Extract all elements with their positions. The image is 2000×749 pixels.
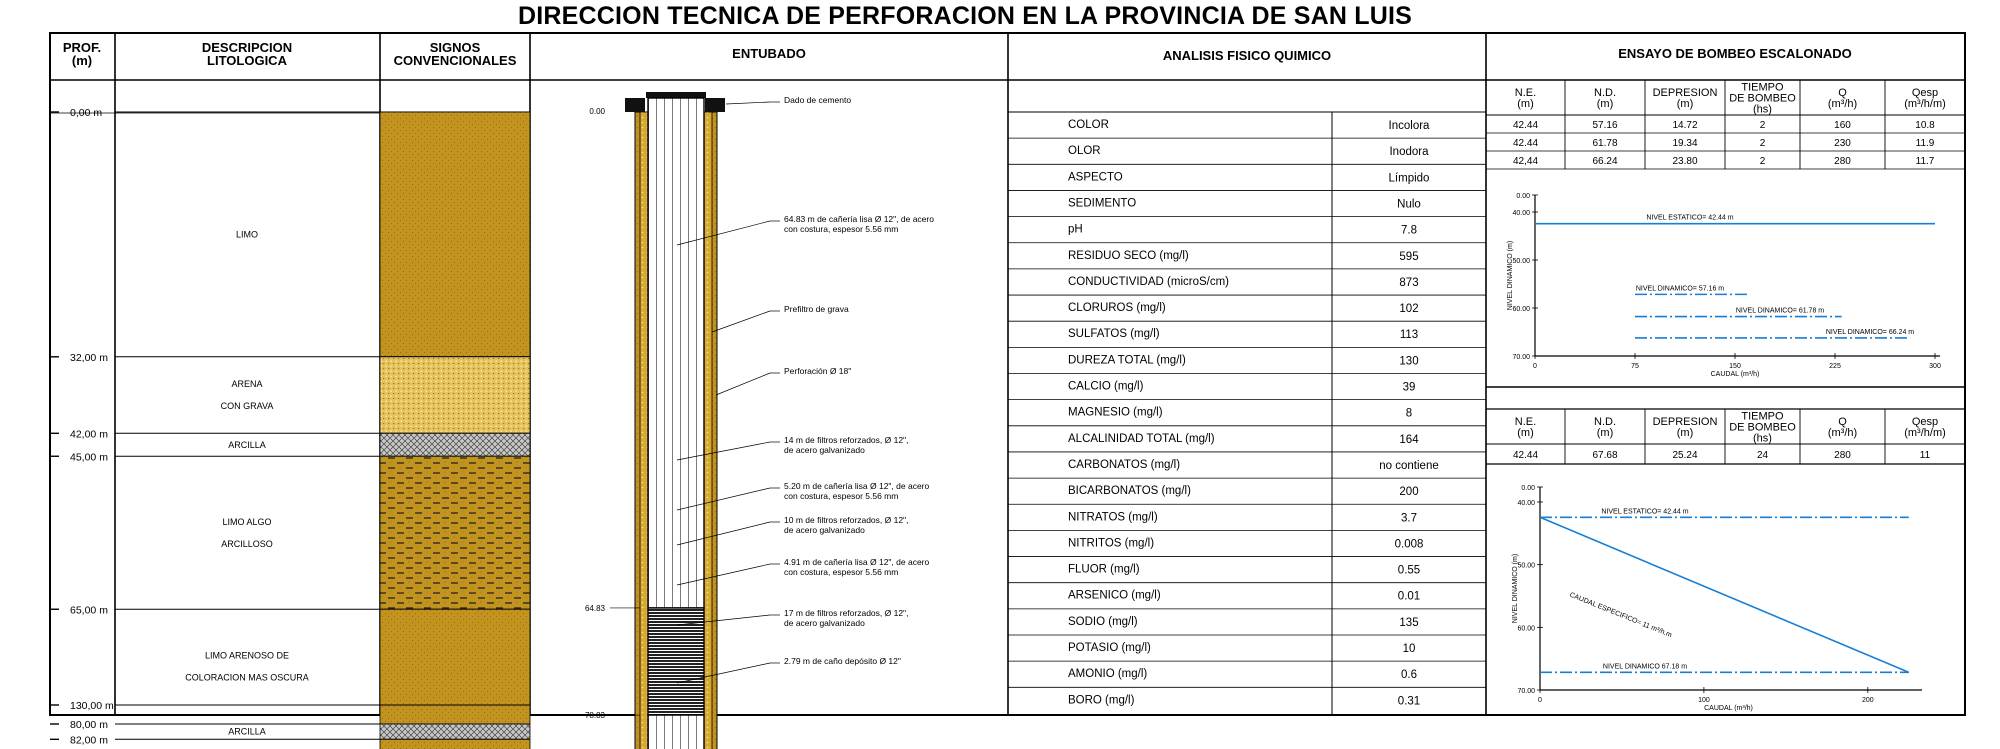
analysis-value: 200 xyxy=(1399,486,1419,499)
chart-x-tick-label: 75 xyxy=(1631,363,1639,370)
depth-label: 42,00 m xyxy=(70,428,108,441)
pump-table-cell: 25.24 xyxy=(1672,450,1698,461)
header-descripcion-2: LITOLOGICA xyxy=(207,53,287,68)
callout-leader xyxy=(726,102,770,104)
analysis-parameter: POTASIO (mg/l) xyxy=(1068,642,1151,654)
chart-y-tick-label: 40.00 xyxy=(1512,210,1530,217)
analysis-parameter: CLORUROS (mg/l) xyxy=(1068,302,1166,315)
callout-text: 14 m de filtros reforzados, Ø 12", xyxy=(784,435,909,445)
layer-description: ARENA xyxy=(231,379,263,390)
callout-leader xyxy=(716,373,770,395)
analysis-parameter: ALCALINIDAD TOTAL (mg/l) xyxy=(1068,432,1215,445)
analysis-parameter: DUREZA TOTAL (mg/l) xyxy=(1068,354,1186,367)
pump-column-header: N.D. xyxy=(1594,87,1616,99)
chart-y-tick-label: 0.00 xyxy=(1516,193,1530,200)
chart-y-tick-label: 40.00 xyxy=(1517,500,1535,507)
analysis-value: 10 xyxy=(1402,643,1416,655)
layer-description: LIMO ALGO xyxy=(222,516,272,527)
header-signos: SIGNOS xyxy=(429,40,481,55)
chart-y-tick-label: 70.00 xyxy=(1512,354,1530,361)
pump-table-cell: 2 xyxy=(1759,138,1766,149)
analysis-value: 130 xyxy=(1399,355,1419,368)
layer-symbol-silt-clayey xyxy=(380,456,530,609)
analysis-parameter: ASPECTO xyxy=(1068,171,1123,184)
cement-block-left xyxy=(625,98,645,112)
analysis-value: 0.008 xyxy=(1394,538,1424,551)
pump-column-header: (m³/h) xyxy=(1827,427,1858,439)
analysis-parameter: COLOR xyxy=(1068,119,1109,131)
analysis-parameter: NITRATOS (mg/l) xyxy=(1068,511,1158,524)
layer-description: CON GRAVA xyxy=(220,401,274,412)
depth-label: 45,00 m xyxy=(70,451,108,464)
analysis-parameter: NITRITOS (mg/l) xyxy=(1068,537,1155,550)
callout-text: 10 m de filtros reforzados, Ø 12", xyxy=(784,515,909,525)
pump-column-header: DE BOMBEO xyxy=(1729,92,1796,105)
pump-table-cell: 2 xyxy=(1759,120,1766,131)
analysis-value: no contiene xyxy=(1379,459,1439,472)
callout-text: 17 m de filtros reforzados, Ø 12", xyxy=(784,608,909,618)
pump-table-cell: 23.80 xyxy=(1672,156,1698,167)
callout-text: Dado de cemento xyxy=(784,95,852,105)
analysis-value: 7.8 xyxy=(1401,224,1417,237)
pump-table-cell: 42.44 xyxy=(1512,120,1539,131)
layer-symbol-silt xyxy=(380,609,530,724)
pump-table-cell: 66.24 xyxy=(1592,156,1618,167)
pump-table-cell: 42.44 xyxy=(1512,450,1539,461)
chart-y-tick-label: 70.00 xyxy=(1517,688,1535,695)
callout-text: con costura, espesor 5.56 mm xyxy=(784,567,899,577)
layer-description: LIMO xyxy=(235,229,259,240)
layer-symbol-silt xyxy=(380,112,530,357)
header-prof: PROF. xyxy=(62,40,102,55)
header-analisis: ANALISIS FISICO QUIMICO xyxy=(1162,48,1332,63)
chart-series-label: NIVEL DINAMICO 67.18 m xyxy=(1602,663,1688,671)
pump-column-header: Qesp xyxy=(1911,87,1939,99)
casing-depth-mark: 0.00 xyxy=(589,107,605,116)
analysis-parameter: OLOR xyxy=(1068,145,1101,158)
chart-series-line xyxy=(1540,517,1909,672)
layer-description: ARCILLA xyxy=(228,726,266,737)
casing-depth-mark: 78.83 xyxy=(584,711,605,721)
chart-y-tick-label: 0.00 xyxy=(1521,485,1535,492)
analysis-value: 0.55 xyxy=(1397,564,1421,577)
pump-column-header: (m) xyxy=(1596,98,1614,110)
pump-table-cell: 19.34 xyxy=(1672,138,1698,149)
chart-series-label: NIVEL DINAMICO= 61.78 m xyxy=(1735,307,1825,315)
analysis-value: 164 xyxy=(1399,433,1419,446)
analysis-parameter: SEDIMENTO xyxy=(1068,197,1137,210)
chart-x-axis-label: CAUDAL (m³/h) xyxy=(1710,371,1760,378)
analysis-value: 0.6 xyxy=(1401,669,1417,682)
analysis-value: Inodora xyxy=(1389,146,1429,159)
pump-column-header: Q xyxy=(1838,416,1847,428)
pump-column-header: Qesp xyxy=(1911,416,1939,428)
pump-table-cell: 160 xyxy=(1834,120,1851,131)
layer-symbol-clay xyxy=(380,724,530,739)
pump-table-cell: 11.7 xyxy=(1915,156,1935,167)
chart-x-axis-label: CAUDAL (m³/h) xyxy=(1704,705,1753,712)
pump-column-header: TIEMPO xyxy=(1741,81,1784,94)
header-descripcion: DESCRIPCION xyxy=(201,40,293,55)
chart-x-tick-label: 0 xyxy=(1533,363,1537,370)
well-screen-filter xyxy=(648,608,704,715)
chart-y-tick-label: 50.00 xyxy=(1512,258,1530,265)
pump-column-header: TIEMPO xyxy=(1741,410,1784,423)
casing-cap xyxy=(646,92,706,98)
pump-column-header: (hs) xyxy=(1753,103,1772,116)
analysis-parameter: MAGNESIO (mg/l) xyxy=(1068,406,1163,419)
pump-column-header: (m³/h/m) xyxy=(1904,427,1946,439)
layer-description: LIMO ARENOSO DE xyxy=(204,650,290,661)
pump-table-cell: 14.72 xyxy=(1672,120,1698,131)
analysis-parameter: BORO (mg/l) xyxy=(1068,694,1135,707)
analysis-parameter: CONDUCTIVIDAD (microS/cm) xyxy=(1068,275,1229,288)
callout-leader xyxy=(712,311,770,332)
chart-series-label: NIVEL DINAMICO= 66.24 m xyxy=(1825,328,1915,336)
analysis-value: Límpido xyxy=(1388,172,1430,185)
header-prof-unit: (m) xyxy=(71,53,93,68)
analysis-value: 8 xyxy=(1405,407,1413,420)
callout-text: 4.91 m de cañería lisa Ø 12", de acero xyxy=(784,557,930,567)
chart-x-tick-label: 200 xyxy=(1861,697,1874,704)
analysis-parameter: CARBONATOS (mg/l) xyxy=(1068,458,1181,471)
chart-series-label: NIVEL ESTATICO= 42.44 m xyxy=(1646,214,1734,222)
callout-text: Perforación Ø 18" xyxy=(784,366,852,376)
blank-casing-pipe xyxy=(648,715,704,749)
pump-column-header: (m) xyxy=(1596,427,1614,439)
chart-series-label: NIVEL DINAMICO= 57.16 m xyxy=(1635,285,1725,293)
analysis-value: Incolora xyxy=(1388,120,1430,132)
analysis-parameter: pH xyxy=(1068,223,1083,236)
chart-y-tick-label: 50.00 xyxy=(1517,562,1535,570)
analysis-value: 102 xyxy=(1399,303,1419,316)
layer-description: COLORACION MAS OSCURA xyxy=(185,672,309,683)
depth-label: 0,00 m xyxy=(70,107,103,119)
pump-column-header: (m) xyxy=(1517,98,1534,110)
analysis-parameter: CALCIO (mg/l) xyxy=(1068,380,1144,393)
pump-column-header: (m) xyxy=(1676,98,1694,110)
pump-table-cell: 57.16 xyxy=(1592,120,1618,131)
pump-table-cell: 67.68 xyxy=(1592,450,1618,461)
depth-label: 65,00 m xyxy=(70,604,108,617)
header-entubado: ENTUBADO xyxy=(732,46,806,61)
depth-label: 32,00 m xyxy=(70,351,108,364)
callout-text: 64.83 m de cañería lisa Ø 12", de acero xyxy=(784,214,934,224)
pump-column-header: (m³/h) xyxy=(1827,98,1858,110)
chart-x-tick-label: 225 xyxy=(1829,363,1841,370)
analysis-parameter: AMONIO (mg/l) xyxy=(1068,668,1148,681)
chart-series-label: NIVEL ESTATICO= 42.44 m xyxy=(1601,508,1689,516)
chart-x-tick-label: 150 xyxy=(1729,363,1741,370)
callout-text: con costura, espesor 5.56 mm xyxy=(784,491,899,501)
chart-x-tick-label: 300 xyxy=(1929,363,1941,370)
pump-table-cell: 11 xyxy=(1919,450,1931,461)
pump-column-header: DE BOMBEO xyxy=(1729,421,1796,434)
analysis-parameter: FLUOR (mg/l) xyxy=(1068,563,1140,576)
pump-table-cell: 2 xyxy=(1759,156,1766,167)
page-title: DIRECCION TECNICA DE PERFORACION EN LA PROVINCIA DE SAN LUIS xyxy=(518,2,1412,30)
chart-y-tick-label: 60.00 xyxy=(1512,306,1530,313)
cement-block-right xyxy=(705,98,725,112)
pump-column-header: (m) xyxy=(1676,427,1694,439)
pump-column-header: N.D. xyxy=(1594,416,1616,428)
pump-column-header: (m³/h/m) xyxy=(1904,98,1946,110)
analysis-parameter: SULFATOS (mg/l) xyxy=(1068,328,1160,341)
chart-y-tick-label: 60.00 xyxy=(1517,625,1535,633)
callout-text: 2.79 m de caño depósito Ø 12" xyxy=(784,656,901,666)
analysis-value: 595 xyxy=(1399,250,1419,263)
callout-text: 5.20 m de cañería lisa Ø 12", de acero xyxy=(784,481,930,491)
pump-column-header: (m) xyxy=(1517,427,1534,439)
pump-column-header: DEPRESION xyxy=(1652,416,1718,428)
layer-description: ARCILLA xyxy=(228,439,266,450)
chart-y-axis-label: NIVEL DINAMICO (m) xyxy=(1512,553,1519,624)
chart-series-label: CAUDAL ESPECIFICO= 11 m³/h.m xyxy=(1568,591,1673,640)
layer-symbol-silt xyxy=(380,739,530,749)
depth-label: 82,00 m xyxy=(70,734,108,747)
analysis-parameter: SODIO (mg/l) xyxy=(1068,615,1138,628)
analysis-value: Nulo xyxy=(1397,198,1421,211)
analysis-parameter: BICARBONATOS (mg/l) xyxy=(1068,485,1191,498)
callout-text: de acero galvanizado xyxy=(784,525,865,535)
callout-text: con costura, espesor 5.56 mm xyxy=(784,224,899,234)
analysis-value: 0.31 xyxy=(1397,695,1421,708)
analysis-value: 113 xyxy=(1399,329,1419,342)
analysis-value: 873 xyxy=(1399,276,1419,289)
pump-column-header: (hs) xyxy=(1753,432,1772,445)
pump-table-cell: 42.44 xyxy=(1512,138,1539,149)
analysis-value: 135 xyxy=(1399,616,1419,629)
callout-text: de acero galvanizado xyxy=(784,445,865,455)
pump-table-cell: 24 xyxy=(1756,450,1769,461)
blank-casing-pipe xyxy=(648,98,704,608)
layer-symbol-sand-gravel xyxy=(380,357,530,434)
pump-column-header: N.E. xyxy=(1514,416,1537,428)
depth-label: 130,00 m xyxy=(70,700,114,712)
pump-table-cell: 61.78 xyxy=(1592,138,1618,149)
pump-table-cell: 11.9 xyxy=(1915,138,1935,149)
depth-label: 80,00 m xyxy=(70,719,108,731)
chart-x-tick-label: 0 xyxy=(1538,697,1542,704)
pump-table-cell: 280 xyxy=(1834,156,1851,167)
pump-table-cell: 42,44 xyxy=(1512,156,1539,167)
analysis-parameter: ARSENICO (mg/l) xyxy=(1068,589,1161,602)
callout-text: Prefiltro de grava xyxy=(784,304,849,314)
pump-table-cell: 230 xyxy=(1834,138,1851,149)
analysis-value: 3.7 xyxy=(1401,512,1417,525)
header-escalonado: ENSAYO DE BOMBEO ESCALONADO xyxy=(1618,46,1852,61)
layer-symbol-clay xyxy=(380,433,530,456)
header-signos-2: CONVENCIONALES xyxy=(393,53,517,68)
casing-depth-mark: 64.83 xyxy=(584,603,605,613)
chart-y-axis-label: NIVEL DINAMICO (m) xyxy=(1507,240,1514,311)
analysis-parameter: RESIDUO SECO (mg/l) xyxy=(1068,249,1189,262)
pump-column-header: DEPRESION xyxy=(1652,87,1718,99)
chart-x-tick-label: 100 xyxy=(1698,697,1710,704)
pump-column-header: Q xyxy=(1838,87,1847,99)
analysis-value: 0.01 xyxy=(1397,590,1421,603)
callout-text: de acero galvanizado xyxy=(784,618,865,628)
analysis-value: 39 xyxy=(1402,381,1416,394)
pump-table-cell: 10.8 xyxy=(1915,120,1935,131)
layer-description: ARCILLOSO xyxy=(221,538,273,549)
pump-column-header: N.E. xyxy=(1514,87,1537,99)
pump-table-cell: 280 xyxy=(1834,450,1851,461)
